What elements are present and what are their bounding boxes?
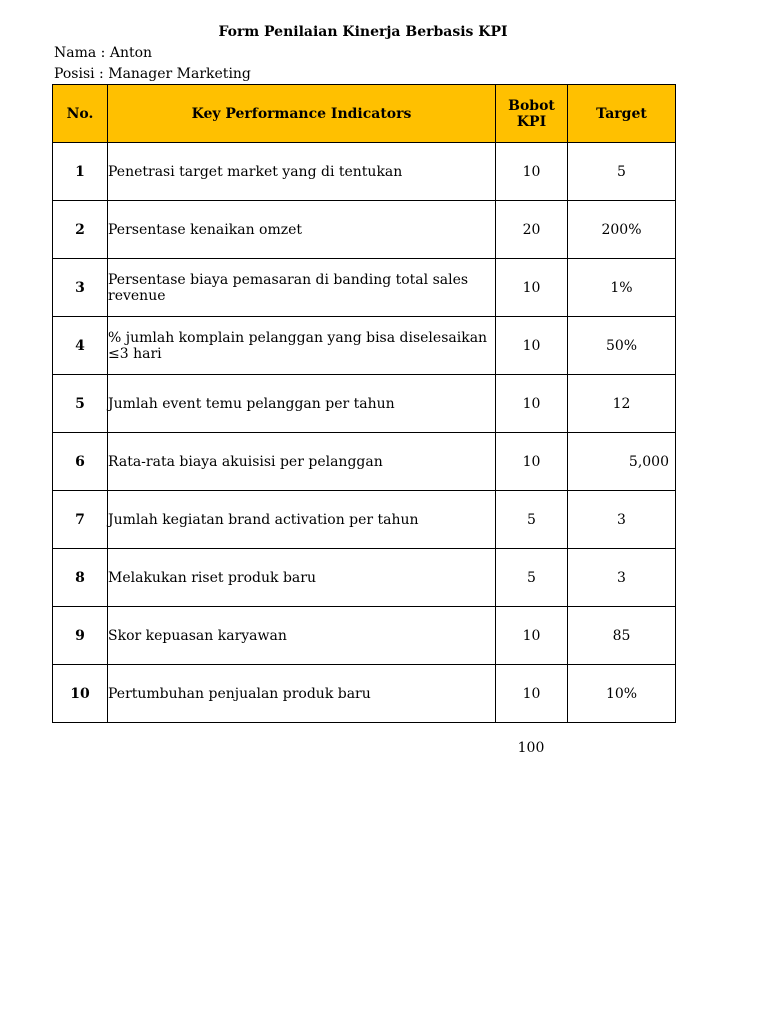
row-bobot: 5 xyxy=(496,549,568,607)
row-no: 4 xyxy=(53,317,108,375)
table-row xyxy=(53,259,676,317)
row-kpi: % jumlah komplain pelanggan yang bisa diselesaikan ≤3 hari xyxy=(108,317,496,375)
header-target: Target xyxy=(568,85,676,143)
header-no: No. xyxy=(53,85,108,143)
position-label: Posisi : xyxy=(54,66,104,82)
name-value: Anton xyxy=(109,45,153,61)
table-row xyxy=(53,201,676,259)
row-bobot: 10 xyxy=(496,665,568,723)
row-target: 50% xyxy=(568,317,676,375)
row-bobot: 10 xyxy=(496,375,568,433)
row-target: 1% xyxy=(568,259,676,317)
table-row xyxy=(53,549,676,607)
row-target: 5,000 xyxy=(568,433,676,491)
row-no: 2 xyxy=(53,201,108,259)
row-kpi: Melakukan riset produk baru xyxy=(108,549,496,607)
row-bobot: 20 xyxy=(496,201,568,259)
table-row xyxy=(53,143,676,201)
table-header-row xyxy=(53,85,676,143)
total-bobot: 100 xyxy=(517,740,545,756)
row-no: 8 xyxy=(53,549,108,607)
row-target: 3 xyxy=(568,549,676,607)
header-bobot xyxy=(496,85,568,143)
row-target: 12 xyxy=(568,375,676,433)
row-no: 9 xyxy=(53,607,108,665)
row-no: 1 xyxy=(53,143,108,201)
row-kpi: Rata-rata biaya akuisisi per pelanggan xyxy=(108,433,496,491)
row-no: 3 xyxy=(53,259,108,317)
table-row xyxy=(53,433,676,491)
employee-position-line xyxy=(54,64,251,84)
row-kpi: Penetrasi target market yang di tentukan xyxy=(108,143,496,201)
position-value: Manager Marketing xyxy=(108,66,251,82)
row-bobot: 10 xyxy=(496,607,568,665)
row-no: 10 xyxy=(53,665,108,723)
row-kpi: Jumlah kegiatan brand activation per tahun xyxy=(108,491,496,549)
row-no: 6 xyxy=(53,433,108,491)
header-kpi: Key Performance Indicators xyxy=(108,85,496,143)
row-target: 200% xyxy=(568,201,676,259)
employee-name-line xyxy=(54,43,152,63)
table-row xyxy=(53,317,676,375)
table-row xyxy=(53,607,676,665)
row-kpi: Skor kepuasan karyawan xyxy=(108,607,496,665)
table-row xyxy=(53,375,676,433)
row-target: 5 xyxy=(568,143,676,201)
row-target: 85 xyxy=(568,607,676,665)
header-bobot-line1: Bobot xyxy=(508,97,555,114)
row-no: 7 xyxy=(53,491,108,549)
row-target: 10% xyxy=(568,665,676,723)
row-bobot: 10 xyxy=(496,259,568,317)
name-label: Nama : xyxy=(54,45,106,61)
row-kpi: Jumlah event temu pelanggan per tahun xyxy=(108,375,496,433)
document-title: Form Penilaian Kinerja Berbasis KPI xyxy=(218,24,508,40)
table-row xyxy=(53,491,676,549)
header-bobot-line2: KPI xyxy=(516,113,547,130)
kpi-table xyxy=(52,84,676,723)
table-row xyxy=(53,665,676,723)
row-bobot: 10 xyxy=(496,143,568,201)
row-kpi: Persentase kenaikan omzet xyxy=(108,201,496,259)
row-bobot: 10 xyxy=(496,433,568,491)
row-no: 5 xyxy=(53,375,108,433)
row-kpi: Persentase biaya pemasaran di banding total sales revenue xyxy=(108,259,496,317)
row-target: 3 xyxy=(568,491,676,549)
row-kpi: Pertumbuhan penjualan produk baru xyxy=(108,665,496,723)
row-bobot: 5 xyxy=(496,491,568,549)
row-bobot: 10 xyxy=(496,317,568,375)
